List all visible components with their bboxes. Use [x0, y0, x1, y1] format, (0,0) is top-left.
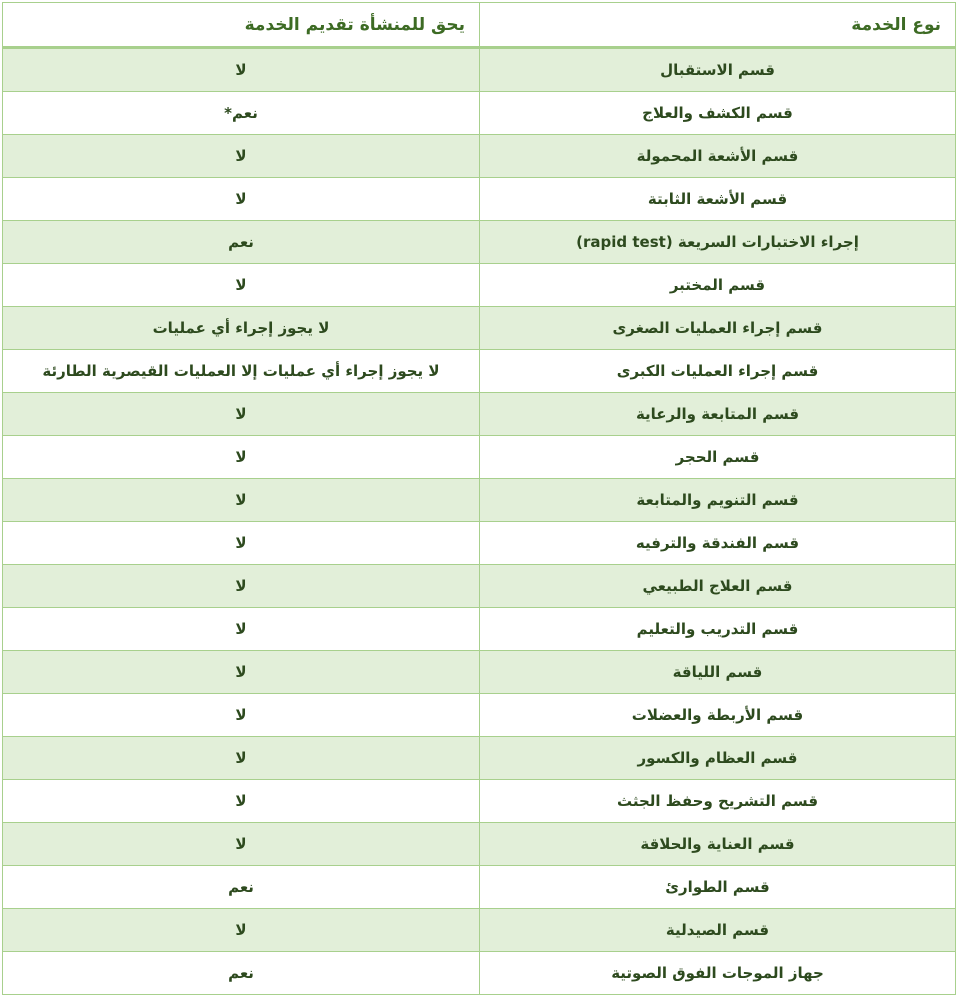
service-type-cell: قسم اللياقة	[480, 651, 956, 694]
allowed-cell: لا	[3, 608, 480, 651]
allowed-cell: لا	[3, 436, 480, 479]
allowed-cell: نعم	[3, 866, 480, 909]
allowed-cell: لا	[3, 48, 480, 92]
table-row	[3, 651, 956, 694]
service-type-cell: إجراء الاختبارات السريعة (rapid test)	[480, 221, 956, 264]
table-row	[3, 694, 956, 737]
allowed-cell: لا	[3, 823, 480, 866]
allowed-cell: نعم	[3, 221, 480, 264]
service-type-cell: قسم الأربطة والعضلات	[480, 694, 956, 737]
header-row	[3, 3, 956, 48]
table-row	[3, 393, 956, 436]
table-row	[3, 264, 956, 307]
table-row	[3, 866, 956, 909]
table-row	[3, 135, 956, 178]
table-row	[3, 780, 956, 823]
table-row	[3, 909, 956, 952]
service-type-cell: قسم العظام والكسور	[480, 737, 956, 780]
allowed-cell: لا يجوز إجراء أي عمليات إلا العمليات القيصرية الطارئة	[3, 350, 480, 393]
table-row	[3, 522, 956, 565]
table-row	[3, 350, 956, 393]
allowed-cell: نعم*	[3, 92, 480, 135]
table-row	[3, 48, 956, 92]
allowed-cell: لا	[3, 565, 480, 608]
service-type-cell: قسم التنويم والمتابعة	[480, 479, 956, 522]
table-row	[3, 823, 956, 866]
table-row	[3, 221, 956, 264]
service-type-cell: قسم الأشعة المحمولة	[480, 135, 956, 178]
allowed-cell: لا	[3, 737, 480, 780]
services-table	[2, 2, 956, 995]
allowed-cell: لا	[3, 178, 480, 221]
allowed-cell: لا	[3, 780, 480, 823]
table-row	[3, 178, 956, 221]
service-type-cell: قسم المتابعة والرعاية	[480, 393, 956, 436]
table-row	[3, 565, 956, 608]
allowed-cell: لا	[3, 135, 480, 178]
service-type-cell: قسم التدريب والتعليم	[480, 608, 956, 651]
allowed-cell: لا	[3, 694, 480, 737]
table-row	[3, 479, 956, 522]
allowed-cell: لا	[3, 264, 480, 307]
service-type-cell: قسم العلاج الطبيعي	[480, 565, 956, 608]
service-type-cell: قسم الاستقبال	[480, 48, 956, 92]
table-row	[3, 436, 956, 479]
allowed-cell: لا	[3, 522, 480, 565]
table-row	[3, 737, 956, 780]
service-type-cell: قسم الطوارئ	[480, 866, 956, 909]
allowed-cell: نعم	[3, 952, 480, 995]
service-type-cell: قسم الفندقة والترفيه	[480, 522, 956, 565]
allowed-cell: لا	[3, 393, 480, 436]
header-facility-allowed: يحق للمنشأة تقديم الخدمة	[3, 3, 480, 48]
service-type-cell: قسم الكشف والعلاج	[480, 92, 956, 135]
allowed-cell: لا	[3, 909, 480, 952]
table-row	[3, 608, 956, 651]
allowed-cell: لا	[3, 479, 480, 522]
service-type-cell: قسم إجراء العمليات الصغرى	[480, 307, 956, 350]
allowed-cell: لا يجوز إجراء أي عمليات	[3, 307, 480, 350]
service-type-cell: قسم التشريح وحفظ الجثث	[480, 780, 956, 823]
service-type-cell: قسم الحجر	[480, 436, 956, 479]
service-type-cell: قسم العناية والحلاقة	[480, 823, 956, 866]
service-type-cell: قسم الصيدلية	[480, 909, 956, 952]
service-type-cell: قسم إجراء العمليات الكبرى	[480, 350, 956, 393]
services-table-container	[2, 2, 955, 995]
service-type-cell: جهاز الموجات الفوق الصوتية	[480, 952, 956, 995]
table-header	[3, 3, 956, 48]
table-row	[3, 952, 956, 995]
table-body	[3, 48, 956, 995]
table-row	[3, 92, 956, 135]
allowed-cell: لا	[3, 651, 480, 694]
service-type-cell: قسم المختبر	[480, 264, 956, 307]
table-row	[3, 307, 956, 350]
header-service-type: نوع الخدمة	[480, 3, 956, 48]
service-type-cell: قسم الأشعة الثابتة	[480, 178, 956, 221]
